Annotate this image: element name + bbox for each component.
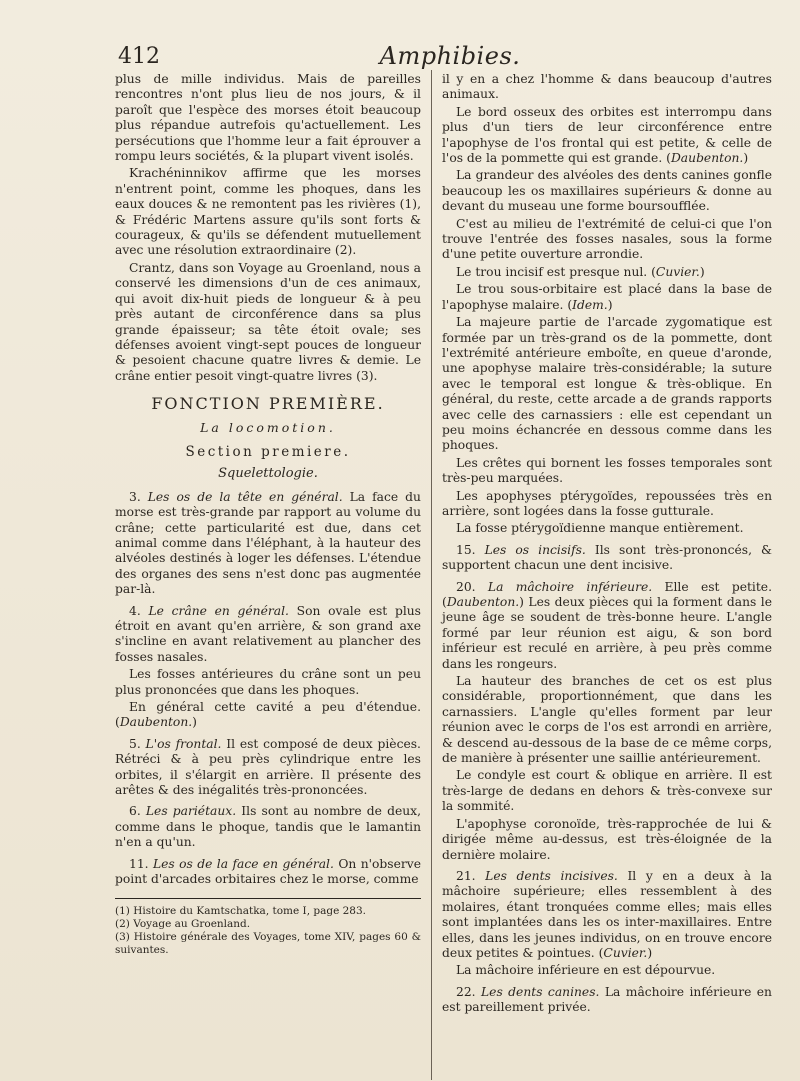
- left-column: [115, 72, 421, 957]
- paragraph-heading: Les pariétaux.: [145, 804, 237, 819]
- paragraph: il y en a chez l'homme & dans beaucoup d'autres animaux.: [442, 72, 772, 102]
- subsection-heading: Squelettologie.: [218, 466, 318, 482]
- paragraph: Les fosses antérieures du crâne sont un peu plus prononcées que dans les phoques.: [115, 667, 421, 697]
- chapter-heading: FONCTION PREMIÈRE.: [151, 394, 385, 414]
- paragraph-heading: L'os frontal.: [145, 736, 222, 751]
- citation: Daubenton.: [119, 715, 193, 730]
- paragraph-number: 3.: [129, 489, 141, 504]
- paragraph-text: ) Les deux pièces qui la forment dans le jeune âge se soudent de très-bonne heure. L'angle formé par leur réunion est aigu, & son bord inférieur est reculé en arrière, à peu près comme dans les rongeurs.: [442, 595, 772, 671]
- paragraph: [442, 282, 772, 313]
- footnote: (3) Histoire générale des Voyages, tome XIV, pages 60 & suivantes.: [115, 930, 421, 956]
- running-title: Amphibies.: [379, 42, 521, 70]
- paragraph-text: En général cette cavité a peu d'étendue. (: [115, 700, 421, 730]
- paragraph-number: 15.: [456, 542, 476, 557]
- numbered-paragraph: [442, 869, 772, 961]
- paragraph-text: ): [192, 715, 197, 730]
- paragraph-text: Son ovale est plus étroit en avant qu'en arrière, & son grand axe s'incline en avant relativement au plancher des fosses nasales.: [115, 603, 421, 664]
- section-heading: Section premiere.: [185, 443, 351, 460]
- paragraph: Les crêtes qui bornent les fosses temporales sont très-peu marquées.: [442, 455, 772, 486]
- paragraph: [442, 105, 772, 167]
- paragraph-text: Le bord osseux des orbites est interrompu dans plus d'un tiers de leur circonférence entre l'apophyse de l'os frontal qui est petite, & celle de l'os de la pommette qui est grande. (: [442, 104, 772, 166]
- paragraph-text: Le trou incisif est presque nul. (: [456, 264, 656, 279]
- paragraph: La majeure partie de l'arcade zygomatique est formée par un très-grand os de la pommette, dont l'extrémité antérieure emboîte, en queue d'aronde, une apophyse malaire très-considérable; la suture avec le temporal est longue & très-oblique. En général, du reste, cette arcade a de grands rapports avec celle des carnassiers : elle est cependant un peu moins échancrée en dessous comme dans les phoques.: [442, 315, 772, 453]
- paragraph-text: ): [607, 297, 613, 312]
- citation: Daubenton.: [446, 595, 520, 609]
- footnote-rule: [115, 898, 421, 899]
- paragraph-number: 4.: [129, 603, 141, 618]
- chapter-subheading: La locomotion.: [200, 419, 336, 435]
- numbered-paragraph: [115, 737, 421, 799]
- paragraph: C'est au milieu de l'extrémité de celui-ci que l'on trouve l'entrée des fosses nasales, sous la forme d'une petite ouverture arrondie.: [442, 216, 772, 262]
- paragraph: La mâchoire inférieure en est dépourvue.: [456, 963, 716, 978]
- paragraph-text: Elle est petite. (: [442, 579, 772, 609]
- numbered-paragraph: [442, 985, 772, 1016]
- paragraph: Le condyle est court & oblique en arrière. Il est très-large de dedans en dehors & très-convexe sur la sommité.: [442, 768, 772, 814]
- right-column: [442, 72, 772, 1018]
- paragraph-text: Il y en a deux à la mâchoire supérieure; elles ressemblent à des molaires, étant tronquées comme elles; mais elles sont implantées dans les os inter-maxillaires. Entre elles, dans les jeunes individus, on en trouve encore deux petites & pointues. (: [442, 868, 772, 960]
- paragraph-text: On n'observe point d'arcades orbitaires chez le morse, comme: [115, 856, 421, 887]
- paragraph-text: Ils sont très-prononcés, & supportent chacun une dent incisive.: [442, 542, 772, 573]
- citation: Cuvier.: [603, 945, 648, 960]
- numbered-paragraph: [115, 857, 421, 888]
- numbered-paragraph: [115, 604, 421, 666]
- paragraph-number: 20.: [456, 579, 476, 594]
- paragraph-text: ): [699, 264, 705, 279]
- paragraph-heading: Les dents incisives.: [485, 868, 618, 883]
- paragraph-text: Ils sont au nombre de deux, comme dans le phoque, tandis que le lamantin n'en a qu'un.: [115, 804, 421, 850]
- paragraph: Crantz, dans son Voyage au Groenland, nous a conservé les dimensions d'un de ces animaux, qui avoit dix-huit pieds de longueur & à peu près autant de circonférence dans sa plus grande épaisseur; sa tête étoit ovale; ses défenses avoient vingt-sept pouces de longueur & pesoient chacune quatre livres & demie. Le crâne entier pesoit vingt-quatre livres (3).: [115, 260, 421, 383]
- paragraph: Les apophyses ptérygoïdes, repoussées très en arrière, sont logées dans la fosse gutturale.: [442, 488, 772, 518]
- paragraph-number: 5.: [129, 736, 141, 751]
- paragraph-heading: Les os de la tête en général.: [147, 489, 343, 504]
- column-divider: [431, 70, 432, 1080]
- paragraph: La hauteur des branches de cet os est plus considérable, proportionnément, que dans les carnassiers. L'angle qu'elles forment par leur réunion avec le corps de l'os est arrondi en arrière, & descend au-dessous de la base de ce même corps, de manière à présenter une saillie antérieurement.: [442, 674, 772, 766]
- paragraph-text: ): [743, 151, 749, 166]
- paragraph: La grandeur des alvéoles des dents canines gonfle beaucoup les os maxillaires supérieurs & donne au devant du museau une forme boursoufflée.: [442, 168, 772, 214]
- paragraph: [442, 265, 772, 280]
- page-number: 412: [118, 44, 160, 69]
- paragraph: [115, 700, 421, 731]
- paragraph-heading: La mâchoire inférieure.: [487, 579, 653, 594]
- paragraph-number: 11.: [129, 856, 149, 871]
- footnote: (2) Voyage au Groenland.: [115, 917, 251, 930]
- numbered-paragraph: [115, 490, 421, 598]
- citation: Daubenton.: [670, 151, 744, 166]
- paragraph-number: 22.: [456, 984, 476, 999]
- paragraph: La fosse ptérygoïdienne manque entièrement.: [456, 521, 744, 536]
- paragraph-text: Le trou sous-orbitaire est placé dans la base de l'apophyse malaire. (: [442, 282, 772, 312]
- numbered-paragraph: [442, 580, 772, 672]
- paragraph-heading: Le crâne en général.: [148, 603, 289, 618]
- paragraph-text: Il est composé de deux pièces. Rétréci & à peu près cylindrique entre les orbites, il s'élargit en arrière. Il présente des arêtes & des inégalités très-prononcées.: [115, 736, 421, 798]
- paragraph-heading: Les os incisifs.: [484, 542, 586, 557]
- paragraph-text: La mâchoire inférieure en est pareillement privée.: [442, 984, 772, 1015]
- paragraph: Krachéninnikov affirme que les morses n'entrent point, comme les phoques, dans les eaux douces & ne remontent pas les rivières (1), & Frédéric Martens assure qu'ils sont forts & courageux, & qu'ils se défendent mutuellement avec une résolution extraordinaire (2).: [115, 166, 421, 258]
- footnote: (1) Histoire du Kamtschatka, tome I, page 283.: [115, 904, 367, 917]
- paragraph-heading: Les dents canines.: [481, 984, 600, 999]
- paragraph-text: La face du morse est très-grande par rapport au volume du crâne; cette particularité est due, dans cet animal comme dans l'éléphant, à la hauteur des alvéoles destinés à loger les défenses. L'étendue des organes des sens n'est donc pas augmentée par-là.: [115, 489, 421, 597]
- paragraph-number: 21.: [456, 868, 476, 883]
- paragraph-text: ): [647, 945, 653, 960]
- paragraph-number: 6.: [129, 804, 141, 819]
- citation: Idem.: [572, 297, 608, 312]
- paragraph: plus de mille individus. Mais de pareilles rencontres n'ont plus lieu de nos jours, & il paroît que l'espèce des morses étoit beaucoup plus répandue autrefois qu'actuellement. Les persécutions que l'homme leur a fait éprouver a rompu leurs sociétés, & la plupart vivent isolés.: [115, 72, 421, 164]
- numbered-paragraph: [115, 804, 421, 850]
- paragraph-heading: Les os de la face en général.: [152, 856, 334, 871]
- paragraph: L'apophyse coronoïde, très-rapprochée de lui & dirigée même au-dessus, est très-éloignée de la dernière molaire.: [442, 816, 772, 862]
- citation: Cuvier.: [655, 264, 700, 279]
- numbered-paragraph: [442, 543, 772, 574]
